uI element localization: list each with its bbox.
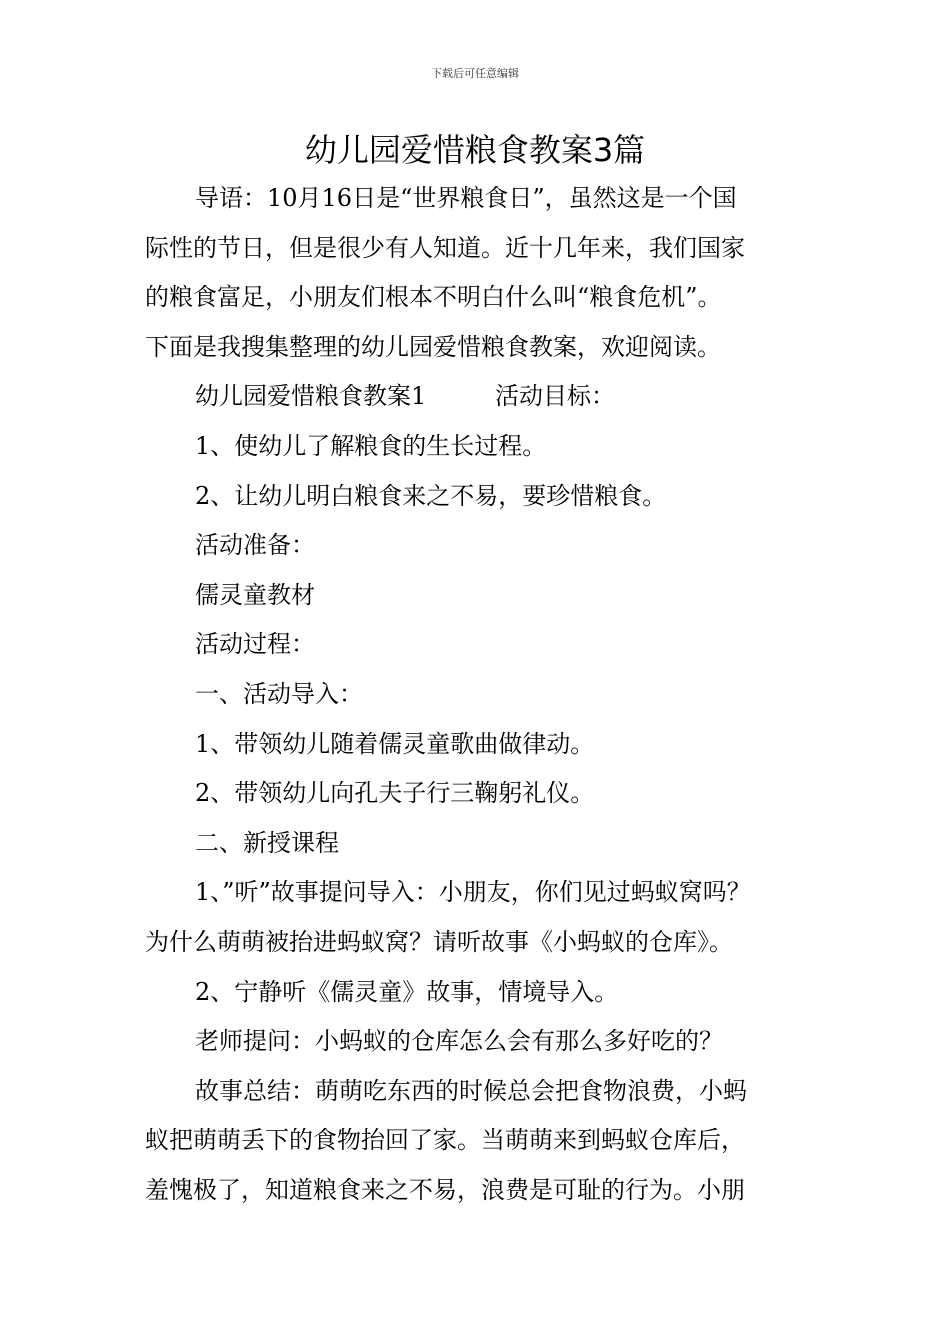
page-header: 下载后可任意编辑 [431, 67, 519, 80]
paragraph-line: 2、带领幼儿向孔夫子行三鞠躬礼仪。 [195, 779, 595, 808]
activity-goals-label: 活动目标： [495, 382, 615, 411]
paragraph-line: 老师提问：小蚂蚁的仓库怎么会有那么多好吃的？ [195, 1027, 723, 1056]
paragraph-line: 1、使幼儿了解粮食的生长过程。 [195, 431, 547, 460]
document-body [145, 174, 810, 1215]
paragraph-line: 1、”听”故事提问导入：小朋友，你们见过蚂蚁窝吗？ [195, 878, 751, 907]
paragraph-line: 羞愧极了，知道粮食来之不易，浪费是可耻的行为。小朋 [145, 1175, 745, 1204]
paragraph-line: 的粮食富足，小朋友们根本不明白什么叫“粮食危机”。 [145, 283, 722, 312]
paragraph-line: 蚁把萌萌丢下的食物抬回了家。当萌萌来到蚂蚁仓库后， [145, 1126, 745, 1155]
paragraph-line: 1、带领幼儿随着儒灵童歌曲做律动。 [195, 729, 595, 758]
paragraph-line: 故事总结：萌萌吃东西的时候总会把食物浪费，小蚂 [195, 1076, 747, 1105]
paragraph-line: 一、活动导入： [195, 679, 363, 708]
paragraph-line: 下面是我搜集整理的幼儿园爱惜粮食教案，欢迎阅读。 [145, 332, 721, 361]
document-title: 幼儿园爱惜粮食教案3篇 [304, 131, 646, 169]
section-heading-line [145, 372, 810, 422]
paragraph-line: 2、让幼儿明白粮食来之不易，要珍惜粮食。 [195, 481, 667, 510]
paragraph-line: 二、新授课程 [195, 828, 339, 857]
paragraph-line: 为什么萌萌被抬进蚂蚁窝？请听故事《小蚂蚁的仓库》。 [145, 927, 733, 956]
section-heading: 幼儿园爱惜粮食教案1 [195, 382, 427, 411]
paragraph-line: 2、宁静听《儒灵童》故事，情境导入。 [195, 977, 619, 1006]
paragraph-line: 导语：10月16日是“世界粮食日”，虽然这是一个国 [195, 184, 737, 212]
paragraph-line: 活动过程： [195, 630, 315, 659]
paragraph-line: 际性的节日，但是很少有人知道。近十几年来，我们国家 [145, 233, 745, 262]
paragraph-line: 活动准备： [195, 531, 315, 560]
paragraph-line: 儒灵童教材 [195, 580, 315, 609]
